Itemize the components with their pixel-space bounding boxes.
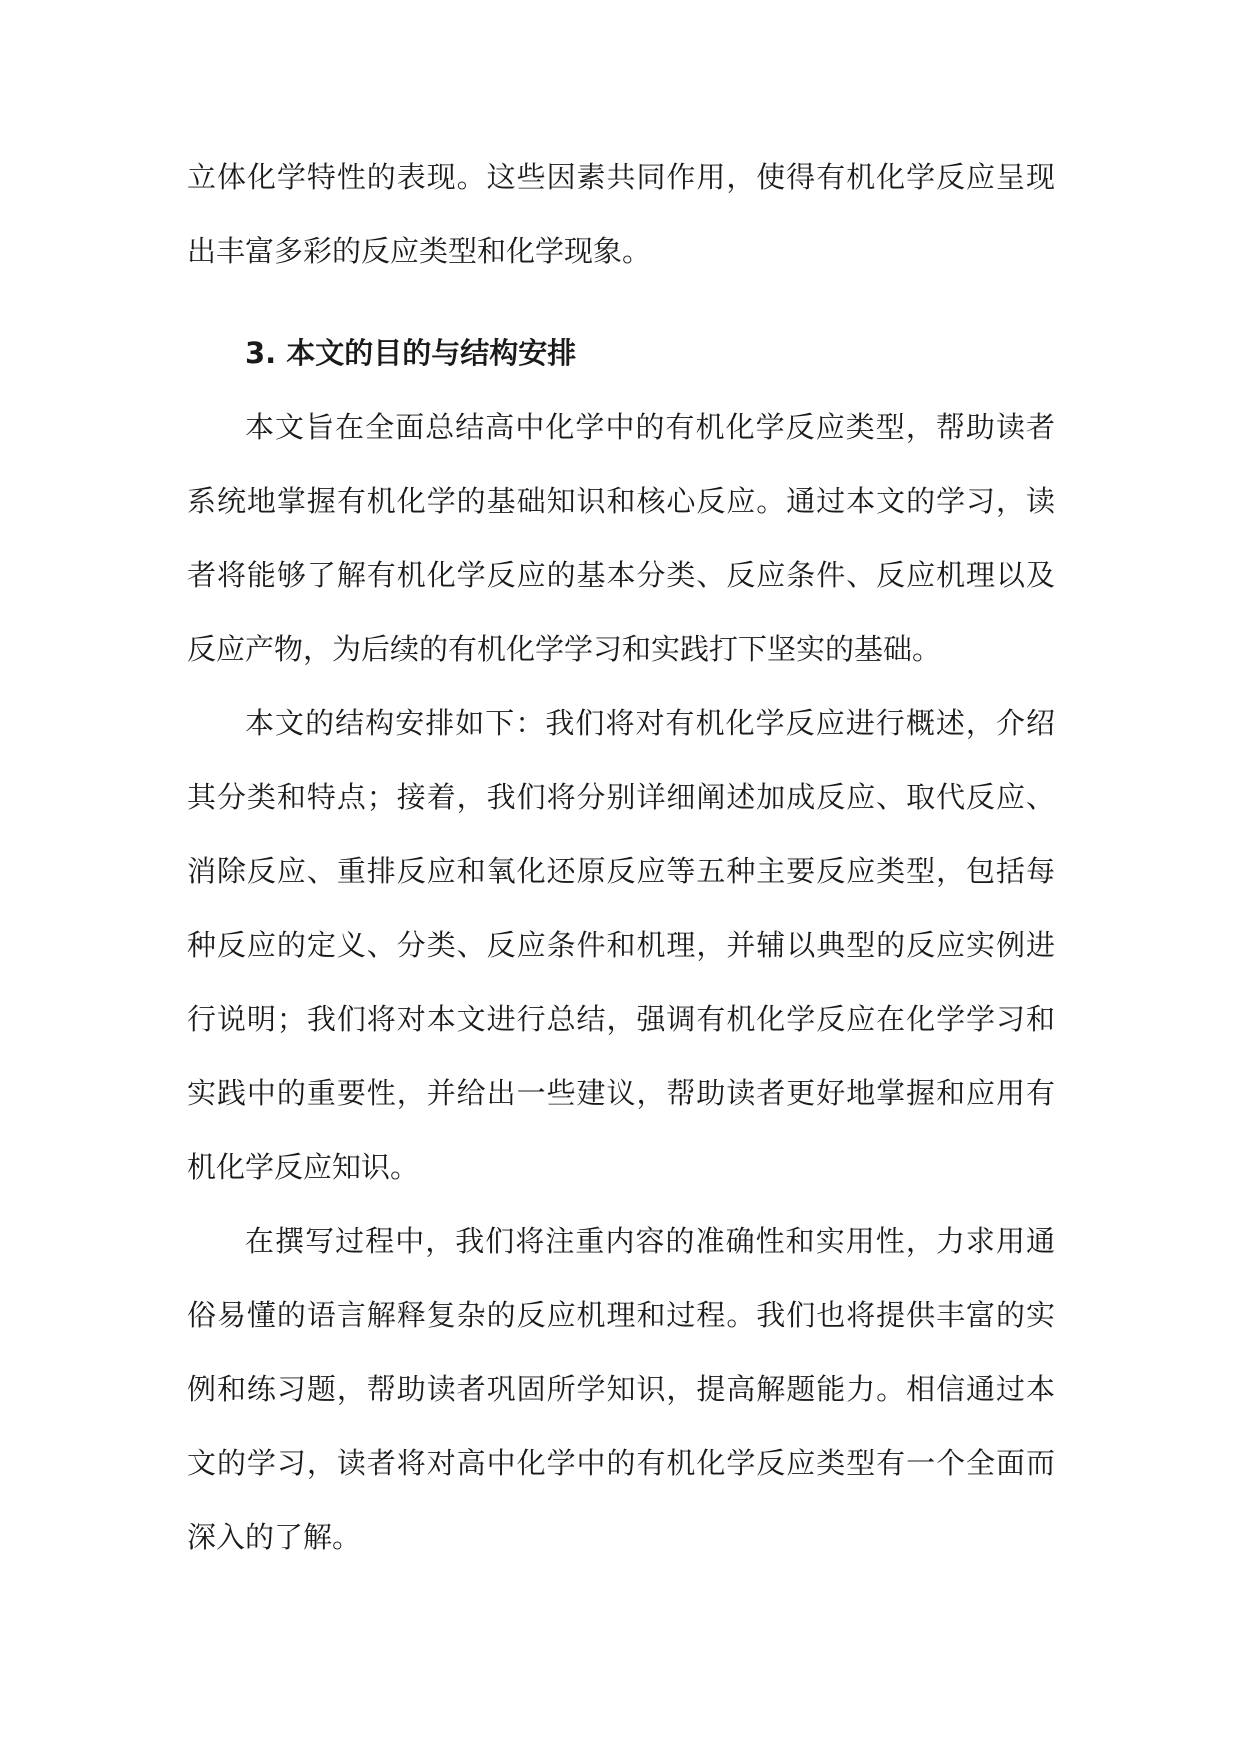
section-spacer <box>187 288 1055 316</box>
body-paragraph-purpose: 本文旨在全面总结高中化学中的有机化学反应类型，帮助读者系统地掌握有机化学的基础知识和核心反应。通过本文的学习，读者将能够了解有机化学反应的基本分类、反应条件、反应机理以及反应产物，为后续的有机化学学习和实践打下坚实的基础。 <box>187 410 1055 666</box>
body-paragraph-approach: 在撰写过程中，我们将注重内容的准确性和实用性，力求用通俗易懂的语言解释复杂的反应机理和过程。我们也将提供丰富的实例和练习题，帮助读者巩固所学知识，提高解题能力。相信通过本文的学习，读者将对高中化学中的有机化学反应类型有一个全面而深入的了解。 <box>187 1224 1055 1554</box>
continuation-paragraph: 立体化学特性的表现。这些因素共同作用，使得有机化学反应呈现出丰富多彩的反应类型和化学现象。 <box>187 160 1055 268</box>
document-body <box>187 140 1055 1574</box>
section-heading: 3. 本文的目的与结构安排 <box>245 336 577 370</box>
body-paragraph-structure: 本文的结构安排如下：我们将对有机化学反应进行概述，介绍其分类和特点；接着，我们将分别详细阐述加成反应、取代反应、消除反应、重排反应和氧化还原反应等五种主要反应类型，包括每种反应的定义、分类、反应条件和机理，并辅以典型的反应实例进行说明；我们将对本文进行总结，强调有机化学反应在化学学习和实践中的重要性，并给出一些建议，帮助读者更好地掌握和应用有机化学反应知识。 <box>187 706 1055 1184</box>
